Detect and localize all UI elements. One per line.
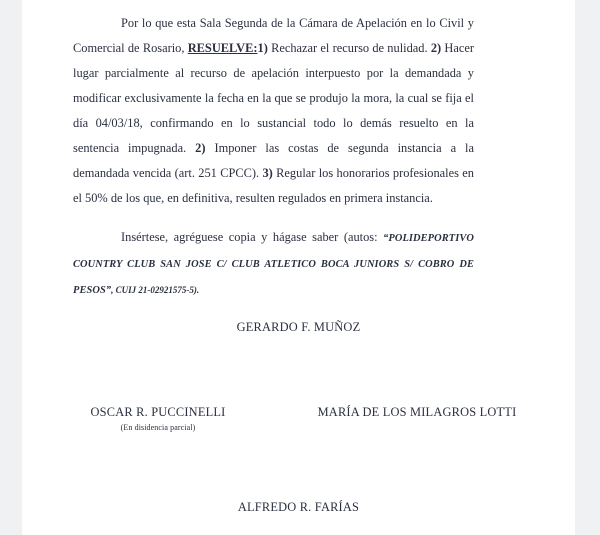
signature-dissent-note: (En disidencia parcial) <box>120 423 196 432</box>
document-page <box>22 0 575 535</box>
signature-judge-left-name: OSCAR R. PUCCINELLI <box>90 405 226 419</box>
signature-judge-right-name: MARÍA DE LOS MILAGROS LOTTI <box>317 405 517 419</box>
resolutive-item-1-text: Rechazar el recurso de nulidad. <box>267 41 431 55</box>
resolutive-item-2-text: Hacer lugar parcialmente al recurso de apelación interpuesto por la demandada y modificar exclusivamente la fecha en la que se produjo la mora, la cual se fija el día 04/03/18, confirmando en lo sustancial todo lo demás resuelto en la sentencia impugnada. <box>73 41 474 155</box>
signature-secretary: ALFREDO R. FARÍAS <box>237 500 360 514</box>
resolutive-lead-in: Por lo que esta Sala Segunda de la Cámara de Apelación en lo Civil y Comercial de Rosario, <box>73 16 474 55</box>
signature-presiding-judge: GERARDO F. MUÑOZ <box>236 320 361 334</box>
resuelve-label: RESUELVE: <box>187 41 258 55</box>
cuij-number: CUIJ 21-02921575-5 <box>115 285 194 295</box>
case-separator: , <box>111 285 116 295</box>
resolutive-item-4-number: 3) <box>262 166 273 180</box>
case-name: “POLIDEPORTIVO COUNTRY CLUB SAN JOSE C/ CLUB ATLETICO BOCA JUNIORS S/ COBRO DE PESOS” <box>73 233 474 296</box>
signature-judge-right <box>272 405 562 420</box>
resolutive-item-2-number: 2) <box>430 41 442 55</box>
resolutive-paragraph <box>73 0 474 211</box>
resolutive-item-1-number: 1) <box>257 41 268 55</box>
resolutive-item-3-number: 2) <box>195 141 206 155</box>
resolutive-item-4-text: Regular los honorarios profesionales en el 50% de los que, en definitiva, resulten regulados en primera instancia. <box>73 166 474 205</box>
signature-judge-left <box>48 405 268 432</box>
resolutive-item-3-text: Imponer las costas de segunda instancia a la demandada vencida (art. 251 CPCC). <box>73 141 474 180</box>
insertese-paragraph <box>73 211 474 303</box>
insertese-closing: ). <box>193 285 200 295</box>
document-text-column <box>73 0 474 303</box>
insertese-lead-in: Insértese, agréguese copia y hágase saber (autos: <box>121 230 384 244</box>
